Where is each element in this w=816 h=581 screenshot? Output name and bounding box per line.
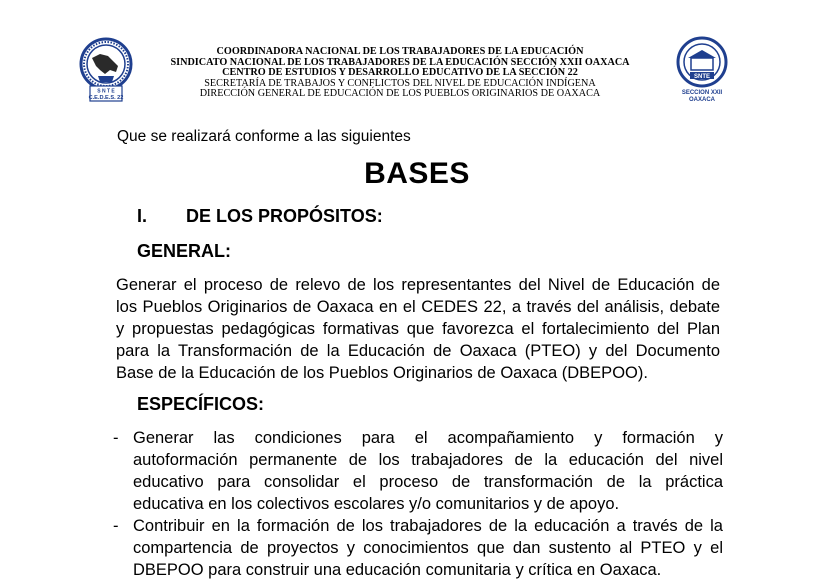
logo-left-top-text: S N T E bbox=[97, 88, 115, 95]
cedes-22-emblem-icon bbox=[72, 36, 140, 104]
section-number: I. bbox=[137, 206, 148, 226]
document-header bbox=[0, 0, 816, 118]
logo-left-bottom-text: C.E.D.E.S. 22 bbox=[88, 95, 124, 101]
logo-right-snte-text: SNTE bbox=[693, 73, 711, 80]
intro-text: Que se realizará conforme a las siguientes bbox=[117, 128, 411, 145]
bullet-2-line-3: DBEPOO para construir una educación comunitaria y crítica en Oaxaca. bbox=[133, 561, 662, 579]
header-line-2: SINDICATO NACIONAL DE LOS TRABAJADORES DE LA EDUCACIÓN SECCIÓN XXII OAXACA bbox=[170, 56, 630, 68]
bullet-1-line-3: educativo para consolidar el proceso de transformación de la práctica bbox=[133, 473, 723, 491]
snte-seccion-xxii-emblem-icon bbox=[664, 36, 740, 106]
general-line-3: y propuestas pedagógicas formativas que favorezca el fortalecimiento del Plan bbox=[116, 320, 720, 338]
bullet-2-line-1: Contribuir en la formación de los trabajadores de la educación a través de la bbox=[133, 517, 723, 535]
header-line-4: SECRETARÍA DE TRABAJOS Y CONFLICTOS DEL NIVEL DE EDUCACIÓN INDÍGENA bbox=[204, 77, 596, 89]
logo-right-oaxaca-text: OAXACA bbox=[688, 97, 716, 103]
general-line-4: para la Transformación de la Educación de Oaxaca (PTEO) y del Documento bbox=[116, 342, 720, 360]
section-title: DE LOS PROPÓSITOS: bbox=[186, 206, 383, 226]
general-title: GENERAL: bbox=[137, 241, 231, 261]
header-text-block bbox=[140, 47, 660, 100]
bullet-2-line-2: compartencia de proyectos y conocimientos que dan sustento al PTEO y el bbox=[133, 539, 723, 557]
header-line-3: CENTRO DE ESTUDIOS Y DESARROLLO EDUCATIVO DE LA SECCIÓN 22 bbox=[222, 67, 578, 79]
bullet-1-line-2: autoformación permanente de los trabajadores de la educación del nivel bbox=[133, 451, 723, 469]
header-line-1: COORDINADORA NACIONAL DE LOS TRABAJADORES DE LA EDUCACIÓN bbox=[216, 46, 584, 57]
general-paragraph bbox=[116, 274, 720, 384]
specific-title: ESPECÍFICOS: bbox=[137, 394, 265, 414]
general-line-1: Generar el proceso de relevo de los representantes del Nivel de Educación de bbox=[116, 276, 720, 294]
general-line-2: los Pueblos Originarios de Oaxaca en el CEDES 22, a través del análisis, debate bbox=[116, 298, 720, 316]
bullet-dash: - bbox=[113, 517, 119, 535]
bullet-dash: - bbox=[113, 429, 119, 447]
bases-heading: BASES bbox=[364, 157, 470, 190]
bullet-1-line-4: educativa en los colectivos escolares y/o comunitarios y de apoyo. bbox=[133, 495, 620, 513]
bullet-1-line-1: Generar las condiciones para el acompañamiento y formación y bbox=[133, 429, 723, 447]
logo-right-seccion-text: SECCION XXII bbox=[681, 90, 723, 96]
general-line-5: Base de la Educación de los Pueblos Originarios de Oaxaca (DBEPOO). bbox=[116, 364, 648, 382]
header-line-5: DIRECCIÓN GENERAL DE EDUCACIÓN DE LOS PUEBLOS ORIGINARIOS DE OAXACA bbox=[199, 88, 601, 100]
